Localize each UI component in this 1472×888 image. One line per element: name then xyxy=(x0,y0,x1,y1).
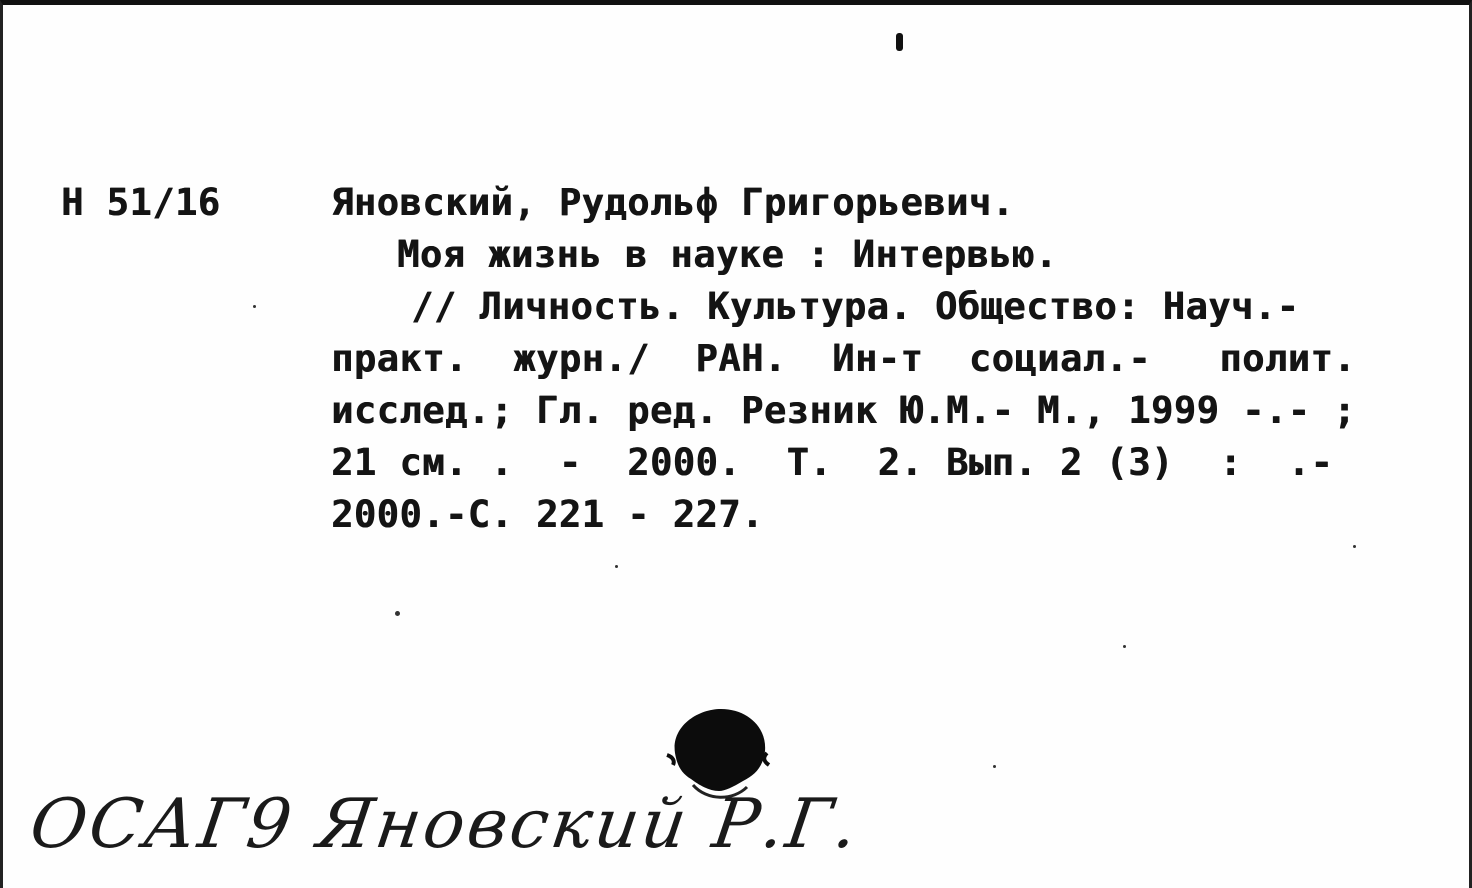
source-line-3: исслед.; Гл. ред. Резник Ю.М.- М., 1999 -.- ; xyxy=(331,389,1356,432)
pages-line: 2000.-С. 221 - 227. xyxy=(331,493,764,536)
title-line: Моя жизнь в науке : Интервью. xyxy=(397,233,1058,276)
bibliographic-description xyxy=(331,229,1431,541)
dust-speck xyxy=(395,611,400,616)
dust-speck xyxy=(615,565,618,568)
dust-speck xyxy=(993,765,996,768)
author-heading: Яновский, Рудольф Григорьевич. xyxy=(331,181,1015,224)
source-line-2: практ. журн./ РАН. Ин-т социал.- полит. xyxy=(331,337,1356,380)
source-line-4: 21 см. . - 2000. Т. 2. Вып. 2 (3) : .- xyxy=(331,441,1334,484)
handwritten-note: ОСАГ9 Яновский Р.Г. xyxy=(25,785,865,864)
dust-speck xyxy=(1353,545,1356,548)
dust-speck xyxy=(253,305,256,308)
punch-mark xyxy=(896,33,903,51)
dust-speck xyxy=(1123,645,1126,648)
shelfmark: Н 51/16 xyxy=(61,181,221,224)
source-line: // Личность. Культура. Общество: Науч.- xyxy=(411,285,1300,328)
